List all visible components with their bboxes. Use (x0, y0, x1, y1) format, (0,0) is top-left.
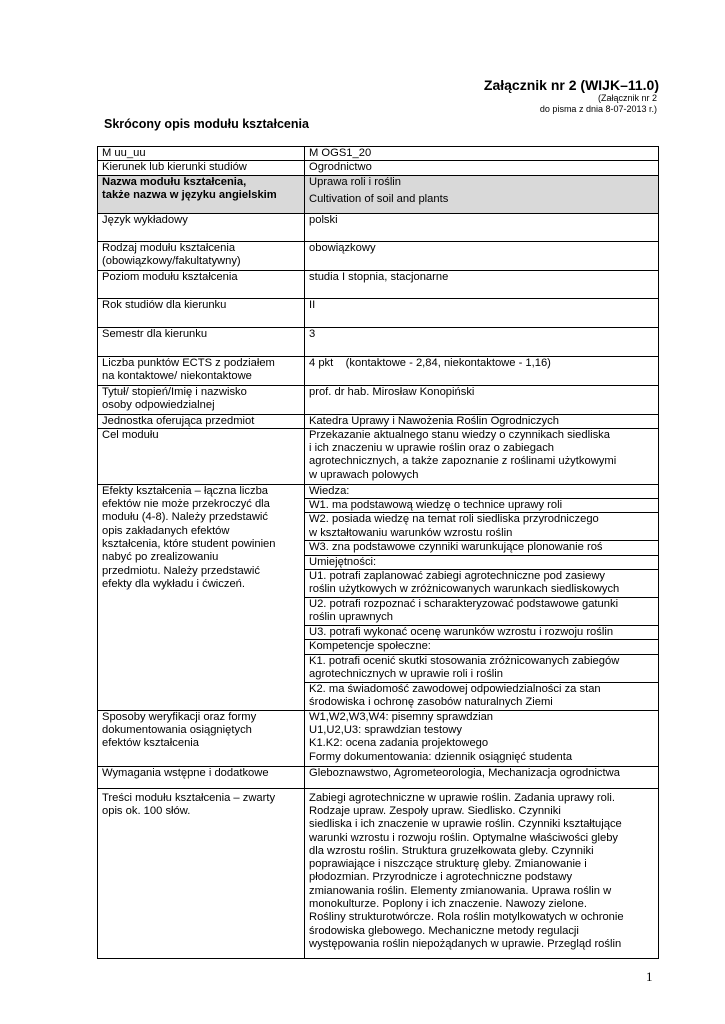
table-row (98, 356, 659, 385)
program-label: Kierunek lub kierunki studiów (98, 161, 305, 175)
content-label (98, 788, 305, 958)
year-label: Rok studiów dla kierunku (98, 298, 305, 327)
verification-value (305, 710, 659, 766)
language-label: Język wykładowy (98, 213, 305, 241)
table-row (98, 385, 659, 414)
semester-value: 3 (305, 327, 659, 356)
ects-label (98, 356, 305, 385)
outcome-k2-line2: środowiska i ochronę zasobów naturalnych Ziemi (309, 695, 553, 708)
module-type-label-line1: Rodzaj modułu kształcenia (102, 241, 236, 254)
verification-label-line: dokumentowania osiągniętych (102, 723, 252, 736)
outcome-u2 (305, 598, 659, 626)
module-name-label (98, 175, 305, 213)
module-name-label-line1: Nazwa modułu kształcenia, (102, 175, 247, 188)
content-line: warunki wzrostu i rozwoju roślin. Optymalne właściwości gleby (309, 831, 619, 844)
outcomes-label-line: efekty dla wykładu i ćwiczeń. (102, 577, 246, 590)
unit-value: Katedra Uprawy i Nawożenia Roślin Ogrodniczych (305, 414, 659, 428)
prerequisites-label: Wymagania wstępne i dodatkowe (98, 766, 305, 788)
verification-label-line: efektów kształcenia (102, 737, 200, 750)
verification-label-line: Sposoby weryfikacji oraz formy (102, 710, 257, 723)
outcomes-label-line: nabyć po zrealizowaniu (102, 551, 219, 564)
level-value: studia I stopnia, stacjonarne (305, 270, 659, 298)
attachment-note: (Załącznik nr 2 (597, 93, 657, 103)
lecturer-label (98, 385, 305, 414)
language-value: polski (305, 213, 659, 241)
outcome-k1-line2: agrotechnicznych w uprawie roli i roślin (309, 667, 504, 680)
module-code-value: M OGS1_20 (305, 147, 659, 161)
outcome-u1-line1: U1. potrafi zaplanować zabiegi agrotechniczne pod zasiewy (309, 570, 606, 583)
program-value: Ogrodnictwo (305, 161, 659, 175)
table-row (98, 298, 659, 327)
content-line: zmianowania roślin. Elementy zmianowania. Uprawa roślin w (309, 884, 612, 897)
goal-value (305, 428, 659, 484)
content-line: poprawiające i niszczące strukturę gleby. Zmianowanie i (309, 858, 587, 871)
outcome-k2 (305, 682, 659, 710)
table-row (98, 414, 659, 428)
verification-line: W1,W2,W3,W4: pisemny sprawdzian (309, 710, 494, 723)
outcome-u2-line1: U2. potrafi rozpoznać i scharakteryzować podstawowe gatunki (309, 598, 619, 611)
module-name-pl: Uprawa roli i roślin (309, 175, 402, 188)
attachment-date: do pisma z dnia 8-07-2013 r.) (539, 104, 657, 114)
ects-label-line2: na kontaktowe/ niekontaktowe (102, 369, 252, 382)
content-value (305, 788, 659, 958)
outcome-k1 (305, 654, 659, 682)
outcome-w2-line1: W2. posiada wiedzę na temat roli siedliska przyrodniczego (309, 513, 599, 526)
outcomes-label-line: modułu (4-8). Należy przedstawić (102, 511, 269, 524)
table-row (98, 327, 659, 356)
skills-header: Umiejętności: (305, 555, 659, 569)
table-row (98, 175, 659, 213)
level-label: Poziom modułu kształcenia (98, 270, 305, 298)
outcomes-label (98, 484, 305, 710)
module-name-en: Cultivation of soil and plants (309, 192, 449, 205)
outcome-k2-line1: K2. ma świadomość zawodowej odpowiedzialności za stan (309, 682, 601, 695)
social-header: Kompetencje społeczne: (305, 640, 659, 654)
content-line: występowania roślin niepożądanych w uprawie. Przegląd roślin (309, 937, 622, 950)
module-name-label-line2: także nazwa w języku angielskim (102, 188, 277, 201)
module-name-value (305, 175, 659, 213)
module-type-label (98, 241, 305, 270)
content-line: Rodzaje upraw. Zespoły upraw. Siedlisko. Czynniki (309, 804, 561, 817)
outcome-u3: U3. potrafi wykonać ocenę warunków wzrostu i rozwoju roślin (305, 626, 659, 640)
content-line: Rośliny strukturotwórcze. Rola roślin motylkowatych w ochronie (309, 911, 624, 924)
verification-line: K1.K2: ocena zadania projektowego (309, 737, 489, 750)
lecturer-label-line1: Tytuł/ stopień/Imię i nazwisko (102, 385, 247, 398)
page-number: 1 (646, 969, 653, 984)
unit-label: Jednostka oferująca przedmiot (98, 414, 305, 428)
table-row (98, 428, 659, 484)
ects-value: 4 pkt (kontaktowe - 2,84, niekontaktowe - 1,16) (305, 356, 659, 385)
content-label-line: Treści modułu kształcenia – zwarty (102, 791, 276, 804)
year-value: II (305, 298, 659, 327)
content-line: Zabiegi agrotechniczne w uprawie roślin. Zadania uprawy roli. (309, 791, 615, 804)
table-row (98, 213, 659, 241)
outcome-w2 (305, 513, 659, 541)
goal-line: agrotechnicznych, a także zapoznanie z roślinami użytkowymi (309, 455, 617, 468)
content-line: monokulturze. Poplony i ich znaczenie. Nawozy zielone. (309, 898, 587, 911)
lecturer-value: prof. dr hab. Mirosław Konopiński (305, 385, 659, 414)
module-description-table (97, 146, 659, 959)
module-type-value: obowiązkowy (305, 241, 659, 270)
table-row (98, 788, 659, 958)
ects-label-line1: Liczba punktów ECTS z podziałem (102, 356, 275, 369)
content-line: płodozmian. Przyrodnicze i agrotechniczne podstawy (309, 871, 573, 884)
outcome-w3: W3. zna podstawowe czynniki warunkujące plonowanie roś (305, 541, 659, 555)
outcome-u1 (305, 570, 659, 598)
outcomes-label-line: kształcenia, które student powinien (102, 538, 276, 551)
table-row (98, 147, 659, 161)
outcome-u2-line2: roślin uprawnych (309, 611, 393, 624)
table-row (98, 710, 659, 766)
knowledge-header: Wiedza: (305, 484, 659, 498)
goal-line: Przekazanie aktualnego stanu wiedzy o czynnikach siedliska (309, 428, 610, 441)
document-title: Skrócony opis modułu kształcenia (104, 117, 309, 131)
semester-label: Semestr dla kierunku (98, 327, 305, 356)
prerequisites-value: Gleboznawstwo, Agrometeorologia, Mechanizacja ogrodnictwa (305, 766, 659, 788)
outcomes-label-line: opis zakładanych efektów (102, 524, 230, 537)
outcomes-label-line: przedmiotu. Należy przedstawić (102, 564, 260, 577)
table-row (98, 161, 659, 175)
outcome-w1: W1. ma podstawową wiedzę o technice uprawy roli (305, 499, 659, 513)
module-type-label-line2: (obowiązkowy/fakultatywny) (102, 254, 241, 267)
content-label-line: opis ok. 100 słów. (102, 804, 191, 817)
table-row (98, 270, 659, 298)
attachment-title: Załącznik nr 2 (WIJK–11.0) (483, 77, 659, 93)
verification-line: U1,U2,U3: sprawdzian testowy (309, 723, 462, 736)
goal-line: w uprawach polowych (309, 468, 419, 481)
outcome-u1-line2: roślin użytkowych w zróżnicowanych warunkach siedliskowych (309, 583, 620, 596)
content-line: środowiska glebowego. Mechaniczne metody regulacji (309, 924, 579, 937)
goal-line: i ich znaczeniu w uprawie roślin oraz o zabiegach (309, 442, 555, 455)
lecturer-label-line2: osoby odpowiedzialnej (102, 398, 215, 411)
module-code-label: M uu_uu (98, 147, 305, 161)
content-line: siedliska i ich znaczenie w uprawie roślin. Czynniki kształtujące (309, 818, 622, 831)
table-row (98, 484, 659, 498)
verification-label (98, 710, 305, 766)
outcomes-label-line: efektów nie może przekroczyć dla (102, 498, 270, 511)
outcome-w2-line2: w kształtowaniu warunków wzrostu roślin (309, 526, 513, 539)
outcomes-label-line: Efekty kształcenia – łączna liczba (102, 484, 269, 497)
table-row (98, 241, 659, 270)
outcome-k1-line1: K1. potrafi ocenić skutki stosowania zróżnicowanych zabiegów (309, 654, 620, 667)
table-row (98, 766, 659, 788)
content-line: dla wzrostu roślin. Struktura gruzełkowata gleby. Czynniki (309, 844, 594, 857)
verification-line: Formy dokumentowania: dziennik osiągnięć studenta (309, 750, 573, 763)
goal-label: Cel modułu (98, 428, 305, 484)
